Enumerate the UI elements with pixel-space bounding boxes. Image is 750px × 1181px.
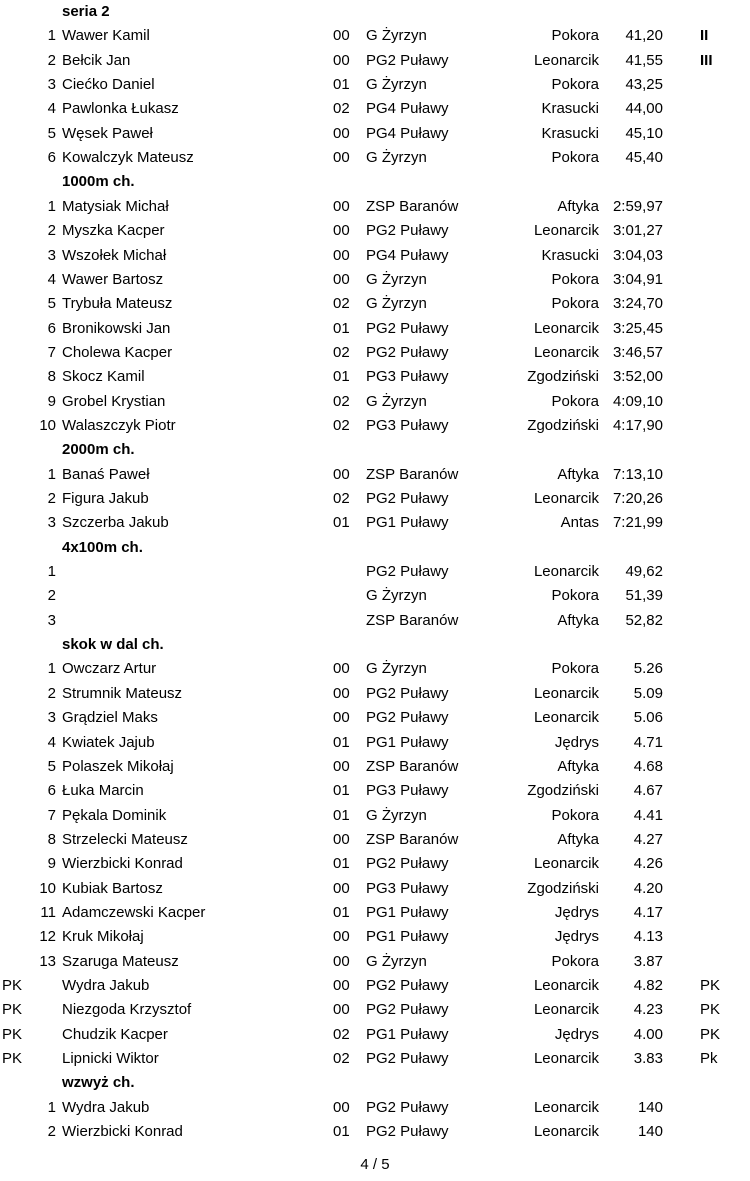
birth-year: 01 bbox=[333, 782, 350, 800]
birth-year: 00 bbox=[333, 1001, 350, 1019]
result-value: 4.41 bbox=[633, 806, 663, 824]
birth-year: 00 bbox=[333, 149, 350, 167]
athlete-name: Lipnicki Wiktor bbox=[62, 1050, 159, 1068]
result-value: 4.00 bbox=[633, 1025, 663, 1043]
club-name: PG4 Puławy bbox=[366, 246, 449, 264]
rank: 7 bbox=[47, 343, 56, 361]
birth-year: 02 bbox=[333, 343, 350, 361]
rank: 5 bbox=[47, 124, 56, 142]
coach-name: Leonarcik bbox=[533, 684, 599, 702]
coach-name: Zgodziński bbox=[527, 368, 599, 386]
coach-name: Jędrys bbox=[554, 903, 599, 921]
athlete-name: Polaszek Mikołaj bbox=[62, 757, 174, 775]
section-title: wzwyż ch. bbox=[62, 1074, 135, 1092]
birth-year: 00 bbox=[333, 222, 350, 240]
coach-name: Antas bbox=[560, 514, 599, 532]
athlete-name: Strumnik Mateusz bbox=[62, 684, 183, 702]
coach-name: Jędrys bbox=[554, 733, 599, 751]
rank: 4 bbox=[47, 100, 56, 118]
birth-year: 00 bbox=[333, 27, 350, 45]
birth-year: 01 bbox=[333, 903, 350, 921]
result-row bbox=[0, 1023, 750, 1047]
result-value: 4.67 bbox=[633, 782, 663, 800]
coach-name: Zgodziński bbox=[527, 879, 599, 897]
club-name: G Żyrzyn bbox=[366, 149, 427, 167]
birth-year: 00 bbox=[333, 1098, 350, 1116]
prefix-label: PK bbox=[2, 1050, 23, 1068]
rank: 3 bbox=[47, 246, 56, 264]
club-name: PG2 Puławy bbox=[366, 319, 449, 337]
rank: 2 bbox=[47, 1123, 56, 1141]
rank: 4 bbox=[47, 270, 56, 288]
result-row bbox=[0, 609, 750, 633]
birth-year: 02 bbox=[333, 1025, 350, 1043]
coach-name: Leonarcik bbox=[533, 343, 599, 361]
birth-year: 02 bbox=[333, 1050, 350, 1068]
coach-name: Krasucki bbox=[541, 124, 599, 142]
coach-name: Leonarcik bbox=[533, 1123, 599, 1141]
rank: 7 bbox=[47, 806, 56, 824]
birth-year: 00 bbox=[333, 51, 350, 69]
birth-year: 00 bbox=[333, 684, 350, 702]
club-name: PG3 Puławy bbox=[366, 416, 449, 434]
result-row bbox=[0, 341, 750, 365]
club-name: PG3 Puławy bbox=[366, 368, 449, 386]
club-name: PG4 Puławy bbox=[366, 100, 449, 118]
result-value: 3:04,03 bbox=[612, 246, 663, 264]
result-row bbox=[0, 852, 750, 876]
result-row bbox=[0, 877, 750, 901]
rank: 12 bbox=[39, 928, 56, 946]
club-name: ZSP Baranów bbox=[366, 830, 459, 848]
result-value: 3.83 bbox=[633, 1050, 663, 1068]
rank: 2 bbox=[47, 684, 56, 702]
result-row bbox=[0, 755, 750, 779]
birth-year: 02 bbox=[333, 100, 350, 118]
coach-name: Pokora bbox=[551, 952, 599, 970]
athlete-name: Łuka Marcin bbox=[62, 782, 144, 800]
club-name: PG2 Puławy bbox=[366, 709, 449, 727]
result-row bbox=[0, 487, 750, 511]
coach-name: Pokora bbox=[551, 660, 599, 678]
coach-name: Pokora bbox=[551, 806, 599, 824]
birth-year: 01 bbox=[333, 319, 350, 337]
result-value: 45,40 bbox=[625, 149, 663, 167]
result-row bbox=[0, 901, 750, 925]
athlete-name: Trybuła Mateusz bbox=[62, 295, 173, 313]
result-row bbox=[0, 122, 750, 146]
coach-name: Leonarcik bbox=[533, 319, 599, 337]
athlete-name: Wydra Jakub bbox=[62, 1098, 150, 1116]
result-value: 7:21,99 bbox=[612, 514, 663, 532]
club-name: ZSP Baranów bbox=[366, 757, 459, 775]
result-value: 3.87 bbox=[633, 952, 663, 970]
club-name: PG2 Puławy bbox=[366, 343, 449, 361]
result-value: 5.06 bbox=[633, 709, 663, 727]
result-row bbox=[0, 682, 750, 706]
athlete-name: Szaruga Mateusz bbox=[62, 952, 179, 970]
club-name: PG2 Puławy bbox=[366, 977, 449, 994]
coach-name: Pokora bbox=[551, 76, 599, 94]
coach-name: Aftyka bbox=[557, 757, 599, 775]
result-value: 4.20 bbox=[633, 879, 663, 897]
result-value: 41,20 bbox=[625, 27, 663, 45]
club-name: PG3 Puławy bbox=[366, 879, 449, 897]
result-value: 44,00 bbox=[625, 100, 663, 118]
club-name: PG2 Puławy bbox=[366, 51, 449, 69]
rank: 2 bbox=[47, 51, 56, 69]
result-value: 41,55 bbox=[625, 51, 663, 69]
rank: 10 bbox=[39, 879, 56, 897]
club-name: G Żyrzyn bbox=[366, 806, 427, 824]
athlete-name: Wawer Kamil bbox=[62, 27, 150, 45]
coach-name: Pokora bbox=[551, 587, 599, 605]
athlete-name: Pawlonka Łukasz bbox=[62, 100, 179, 118]
result-row bbox=[0, 706, 750, 730]
athlete-name: Cholewa Kacper bbox=[62, 343, 173, 361]
coach-name: Leonarcik bbox=[533, 563, 599, 581]
club-name: ZSP Baranów bbox=[366, 197, 459, 215]
coach-name: Krasucki bbox=[541, 246, 599, 264]
rank: 1 bbox=[47, 563, 56, 581]
result-row bbox=[0, 657, 750, 681]
coach-name: Aftyka bbox=[557, 611, 599, 629]
result-row bbox=[0, 584, 750, 608]
athlete-name: Ciećko Daniel bbox=[62, 76, 155, 94]
result-row bbox=[0, 365, 750, 389]
rank: 3 bbox=[47, 709, 56, 727]
result-value: 5.09 bbox=[633, 684, 663, 702]
rank: 9 bbox=[47, 392, 56, 410]
coach-name: Pokora bbox=[551, 270, 599, 288]
rank: 13 bbox=[39, 952, 56, 970]
club-name: G Żyrzyn bbox=[366, 952, 427, 970]
result-row bbox=[0, 950, 750, 974]
result-value: 4.71 bbox=[633, 733, 663, 751]
club-name: PG1 Puławy bbox=[366, 903, 449, 921]
athlete-name: Owczarz Artur bbox=[62, 660, 157, 678]
place-label: II bbox=[700, 27, 709, 45]
club-name: PG2 Puławy bbox=[366, 563, 449, 581]
club-name: G Żyrzyn bbox=[366, 27, 427, 45]
club-name: G Żyrzyn bbox=[366, 392, 427, 410]
result-row bbox=[0, 925, 750, 949]
result-row bbox=[0, 974, 750, 998]
birth-year: 01 bbox=[333, 855, 350, 873]
birth-year: 00 bbox=[333, 757, 350, 775]
birth-year: 02 bbox=[333, 392, 350, 410]
result-value: 4:09,10 bbox=[612, 392, 663, 410]
result-value: 4.82 bbox=[633, 977, 663, 994]
result-value: 2:59,97 bbox=[612, 197, 663, 215]
result-row bbox=[0, 73, 750, 97]
club-name: G Żyrzyn bbox=[366, 660, 427, 678]
birth-year: 00 bbox=[333, 270, 350, 288]
rank: 1 bbox=[47, 660, 56, 678]
athlete-name: Wierzbicki Konrad bbox=[62, 855, 183, 873]
club-name: G Żyrzyn bbox=[366, 295, 427, 313]
birth-year: 01 bbox=[333, 733, 350, 751]
result-row bbox=[0, 804, 750, 828]
result-row bbox=[0, 195, 750, 219]
club-name: PG2 Puławy bbox=[366, 1098, 449, 1116]
athlete-name: Chudzik Kacper bbox=[62, 1025, 168, 1043]
result-row bbox=[0, 731, 750, 755]
result-value: 4.68 bbox=[633, 757, 663, 775]
birth-year: 00 bbox=[333, 830, 350, 848]
athlete-name: Adamczewski Kacper bbox=[62, 903, 206, 921]
athlete-name: Szczerba Jakub bbox=[62, 514, 169, 532]
athlete-name: Strzelecki Mateusz bbox=[62, 830, 188, 848]
prefix-label: PK bbox=[2, 1001, 23, 1019]
birth-year: 00 bbox=[333, 124, 350, 142]
result-row bbox=[0, 1120, 750, 1144]
coach-name: Aftyka bbox=[557, 830, 599, 848]
result-row bbox=[0, 292, 750, 316]
rank: 3 bbox=[47, 514, 56, 532]
coach-name: Pokora bbox=[551, 149, 599, 167]
club-name: PG2 Puławy bbox=[366, 1001, 449, 1019]
rank: 1 bbox=[47, 1098, 56, 1116]
athlete-name: Matysiak Michał bbox=[62, 197, 169, 215]
rank: 11 bbox=[40, 903, 56, 921]
coach-name: Pokora bbox=[551, 295, 599, 313]
birth-year: 00 bbox=[333, 246, 350, 264]
coach-name: Pokora bbox=[551, 27, 599, 45]
result-value: 43,25 bbox=[625, 76, 663, 94]
coach-name: Leonarcik bbox=[533, 1050, 599, 1068]
club-name: PG1 Puławy bbox=[366, 514, 449, 532]
athlete-name: Bronikowski Jan bbox=[62, 319, 171, 337]
result-value: 3:01,27 bbox=[612, 222, 663, 240]
result-value: 4.17 bbox=[633, 903, 663, 921]
rank: 1 bbox=[47, 27, 56, 45]
athlete-name: Myszka Kacper bbox=[62, 222, 165, 240]
section-title: seria 2 bbox=[62, 3, 110, 20]
coach-name: Leonarcik bbox=[533, 977, 599, 994]
section-title: 4x100m ch. bbox=[62, 538, 143, 556]
club-name: PG1 Puławy bbox=[366, 928, 449, 946]
result-value: 140 bbox=[637, 1098, 663, 1116]
athlete-name: Banaś Paweł bbox=[62, 465, 150, 483]
coach-name: Leonarcik bbox=[533, 709, 599, 727]
rank: 10 bbox=[39, 416, 56, 434]
club-name: G Żyrzyn bbox=[366, 587, 427, 605]
result-value: 3:46,57 bbox=[612, 343, 663, 361]
page-number: 4 / 5 bbox=[360, 1156, 390, 1173]
athlete-name: Wawer Bartosz bbox=[62, 270, 164, 288]
athlete-name: Niezgoda Krzysztof bbox=[62, 1001, 192, 1019]
coach-name: Jędrys bbox=[554, 928, 599, 946]
result-value: 3:52,00 bbox=[612, 368, 663, 386]
place-label: Pk bbox=[700, 1050, 718, 1068]
birth-year: 01 bbox=[333, 806, 350, 824]
club-name: PG2 Puławy bbox=[366, 855, 449, 873]
section-title: 1000m ch. bbox=[62, 173, 135, 191]
athlete-name: Grądziel Maks bbox=[62, 709, 158, 727]
coach-name: Pokora bbox=[551, 392, 599, 410]
prefix-label: PK bbox=[2, 977, 23, 994]
athlete-name: Kwiatek Jajub bbox=[62, 733, 155, 751]
athlete-name: Kubiak Bartosz bbox=[62, 879, 163, 897]
birth-year: 01 bbox=[333, 514, 350, 532]
rank: 8 bbox=[47, 368, 56, 386]
place-label: PK bbox=[700, 977, 721, 994]
prefix-label: PK bbox=[2, 1025, 23, 1043]
coach-name: Zgodziński bbox=[527, 782, 599, 800]
birth-year: 01 bbox=[333, 1123, 350, 1141]
athlete-name: Figura Jakub bbox=[62, 490, 149, 507]
result-row bbox=[0, 1047, 750, 1071]
coach-name: Leonarcik bbox=[533, 1098, 599, 1116]
rank: 4 bbox=[47, 733, 56, 751]
coach-name: Leonarcik bbox=[533, 855, 599, 873]
club-name: PG2 Puławy bbox=[366, 1050, 449, 1068]
result-value: 140 bbox=[637, 1123, 663, 1141]
club-name: G Żyrzyn bbox=[366, 76, 427, 94]
result-value: 51,39 bbox=[625, 587, 663, 605]
result-row bbox=[0, 414, 750, 438]
result-value: 3:04,91 bbox=[612, 270, 663, 288]
club-name: PG2 Puławy bbox=[366, 222, 449, 240]
result-value: 52,82 bbox=[625, 611, 663, 629]
result-row bbox=[0, 390, 750, 414]
result-value: 5.26 bbox=[633, 660, 663, 678]
birth-year: 00 bbox=[333, 660, 350, 678]
rank: 8 bbox=[47, 830, 56, 848]
athlete-name: Kruk Mikołaj bbox=[62, 928, 144, 946]
coach-name: Leonarcik bbox=[533, 222, 599, 240]
result-value: 3:25,45 bbox=[612, 319, 663, 337]
birth-year: 00 bbox=[333, 879, 350, 897]
coach-name: Aftyka bbox=[557, 465, 599, 483]
birth-year: 00 bbox=[333, 465, 350, 483]
result-row bbox=[0, 998, 750, 1022]
club-name: PG1 Puławy bbox=[366, 733, 449, 751]
place-label: PK bbox=[700, 1001, 721, 1019]
rank: 3 bbox=[47, 611, 56, 629]
result-row bbox=[0, 560, 750, 584]
rank: 2 bbox=[47, 222, 56, 240]
rank: 6 bbox=[47, 319, 56, 337]
coach-name: Leonarcik bbox=[533, 51, 599, 69]
result-row bbox=[0, 97, 750, 121]
rank: 2 bbox=[47, 490, 56, 507]
section-title: 2000m ch. bbox=[62, 441, 135, 459]
rank: 1 bbox=[47, 197, 56, 215]
athlete-name: Pękala Dominik bbox=[62, 806, 167, 824]
result-value: 7:20,26 bbox=[612, 490, 663, 507]
result-row bbox=[0, 317, 750, 341]
athlete-name: Kowalczyk Mateusz bbox=[62, 149, 194, 167]
coach-name: Zgodziński bbox=[527, 416, 599, 434]
coach-name: Krasucki bbox=[541, 100, 599, 118]
result-row bbox=[0, 1096, 750, 1120]
club-name: PG2 Puławy bbox=[366, 684, 449, 702]
birth-year: 02 bbox=[333, 295, 350, 313]
birth-year: 00 bbox=[333, 928, 350, 946]
athlete-name: Bełcik Jan bbox=[62, 51, 131, 69]
result-row bbox=[0, 779, 750, 803]
rank: 6 bbox=[47, 149, 56, 167]
coach-name: Leonarcik bbox=[533, 1001, 599, 1019]
rank: 3 bbox=[47, 76, 56, 94]
result-value: 4:17,90 bbox=[612, 416, 663, 434]
coach-name: Aftyka bbox=[557, 197, 599, 215]
birth-year: 01 bbox=[333, 368, 350, 386]
birth-year: 01 bbox=[333, 76, 350, 94]
athlete-name: Wszołek Michał bbox=[62, 246, 167, 264]
birth-year: 00 bbox=[333, 709, 350, 727]
result-row bbox=[0, 511, 750, 535]
athlete-name: Walaszczyk Piotr bbox=[62, 416, 176, 434]
birth-year: 00 bbox=[333, 197, 350, 215]
result-row bbox=[0, 268, 750, 292]
place-label: III bbox=[700, 51, 713, 69]
coach-name: Leonarcik bbox=[533, 490, 599, 507]
result-row bbox=[0, 219, 750, 243]
result-value: 4.26 bbox=[633, 855, 663, 873]
rank: 6 bbox=[47, 782, 56, 800]
athlete-name: Wierzbicki Konrad bbox=[62, 1123, 183, 1141]
rank: 9 bbox=[47, 855, 56, 873]
club-name: PG4 Puławy bbox=[366, 124, 449, 142]
club-name: G Żyrzyn bbox=[366, 270, 427, 288]
result-value: 4.13 bbox=[633, 928, 663, 946]
club-name: PG1 Puławy bbox=[366, 1025, 449, 1043]
athlete-name: Węsek Paweł bbox=[62, 124, 153, 142]
result-value: 4.23 bbox=[633, 1001, 663, 1019]
result-value: 7:13,10 bbox=[612, 465, 663, 483]
rank: 5 bbox=[47, 295, 56, 313]
section-title: skok w dal ch. bbox=[62, 636, 164, 654]
result-row bbox=[0, 49, 750, 73]
result-value: 45,10 bbox=[625, 124, 663, 142]
athlete-name: Grobel Krystian bbox=[62, 392, 166, 410]
club-name: PG2 Puławy bbox=[366, 1123, 449, 1141]
birth-year: 02 bbox=[333, 416, 350, 434]
birth-year: 02 bbox=[333, 490, 350, 507]
place-label: PK bbox=[700, 1025, 721, 1043]
rank: 5 bbox=[47, 757, 56, 775]
rank: 1 bbox=[47, 465, 56, 483]
club-name: PG2 Puławy bbox=[366, 490, 449, 507]
result-value: 3:24,70 bbox=[612, 295, 663, 313]
birth-year: 00 bbox=[333, 952, 350, 970]
athlete-name: Skocz Kamil bbox=[62, 368, 145, 386]
result-row bbox=[0, 828, 750, 852]
club-name: ZSP Baranów bbox=[366, 611, 459, 629]
rank: 2 bbox=[47, 587, 56, 605]
result-row bbox=[0, 244, 750, 268]
result-row bbox=[0, 463, 750, 487]
result-row bbox=[0, 146, 750, 170]
result-row bbox=[0, 24, 750, 48]
result-value: 4.27 bbox=[633, 830, 663, 848]
club-name: PG3 Puławy bbox=[366, 782, 449, 800]
club-name: ZSP Baranów bbox=[366, 465, 459, 483]
result-value: 49,62 bbox=[625, 563, 663, 581]
athlete-name: Wydra Jakub bbox=[62, 977, 150, 994]
birth-year: 00 bbox=[333, 977, 350, 994]
coach-name: Jędrys bbox=[554, 1025, 599, 1043]
